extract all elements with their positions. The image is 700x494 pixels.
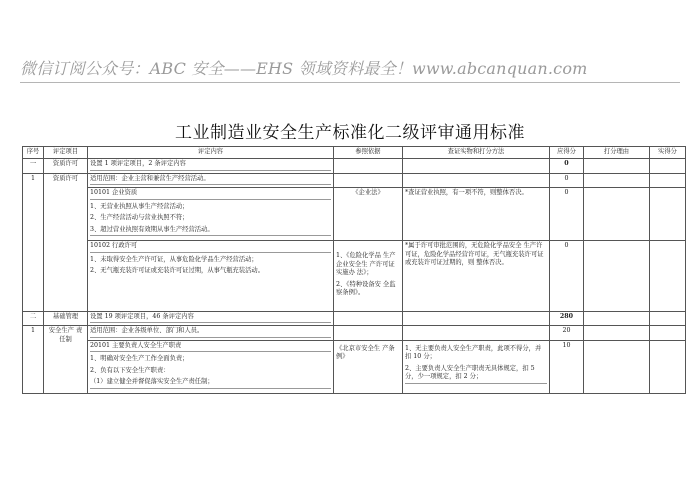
header-content: 评定内容 — [88, 147, 334, 159]
criterion-content: 10101 企业资质 1、无营业执照从事生产经营活动； 2、生产经营活动与营业执照不符； 3、超过营业执照有效期从事生产经营活动。 — [88, 188, 334, 241]
criterion-method: *查证营业执照，有一项不符，则整体否决。 — [403, 188, 550, 241]
criterion-method: *属于许可审批范围的，无危险化学品安全 生产许可证，危险化学品经营许可证，无气瓶充装许可证或充装许可证过期的，则 整体否决。 — [403, 241, 550, 312]
header-basis: 参照依据 — [334, 147, 403, 159]
section-content: 设置 19 项评定项目，46 条评定内容 — [88, 311, 334, 326]
criterion-score: 0 — [550, 241, 584, 312]
criterion-score: 10 — [550, 340, 584, 393]
document-title: 工业制造业安全生产标准化二级评审通用标准 — [175, 123, 525, 143]
table-row — [23, 188, 686, 241]
header-item: 评定项目 — [44, 147, 88, 159]
criterion-method: 1、无主要负责人安全生产职责，此项不得分，并扣 10 分； 2、主要负责人安全生产职责无具体规定，扣 5 分，少一项规定，扣 2 分； — [403, 340, 550, 393]
watermark-text: 微信订阅公众号：ABC 安全——EHS 领域资料最全！www.abcanquan.com — [20, 56, 680, 83]
row-item: 资质许可 — [44, 173, 88, 311]
row-seq: 1 — [23, 173, 44, 311]
section-item: 基础管理 — [44, 311, 88, 326]
section-seq: 一 — [23, 159, 44, 174]
criterion-basis: 《企业法》 — [334, 188, 403, 241]
table-row — [23, 173, 686, 188]
scope-score: 20 — [550, 326, 584, 341]
section-seq: 二 — [23, 311, 44, 326]
table-header-row — [23, 147, 686, 159]
section-item: 资质许可 — [44, 159, 88, 174]
row-seq: 1 — [23, 326, 44, 394]
header-score: 应得分 — [550, 147, 584, 159]
header-actual: 实得分 — [650, 147, 686, 159]
header-method: 查证实物和打分方法 — [403, 147, 550, 159]
table-row — [23, 241, 686, 312]
scope-text: 适用范围：企业主营和兼营生产经营活动。 — [88, 173, 334, 188]
section-score: 0 — [550, 159, 584, 174]
criterion-content: 10102 行政许可 1、未取得安全生产许可证，从事危险化学品生产经营活动； 2、无气瓶充装许可证或充装许可证过期，从事气瓶充装活动。 — [88, 241, 334, 312]
section-row-2 — [23, 311, 686, 326]
scope-score: 0 — [550, 173, 584, 188]
standards-table — [22, 146, 686, 394]
section-row-1 — [23, 159, 686, 174]
scope-text: 适用范围：企业各级单位、部门和人员。 — [88, 326, 334, 341]
section-content: 设置 1 项评定项目，2 条评定内容 — [88, 159, 334, 174]
header-reason: 打分理由 — [584, 147, 650, 159]
header-seq: 序号 — [23, 147, 44, 159]
criterion-basis: 《北京市安全生 产条例》 — [334, 340, 403, 393]
section-score: 280 — [550, 311, 584, 326]
criterion-content: 20101 主要负责人安全生产职责 1、明确对安全生产工作全面负责； 2、负有以下安全生产职责： （1）建立健全并督促落实安全生产责任制； — [88, 340, 334, 393]
table-row — [23, 340, 686, 393]
row-item: 安全生产 责任制 — [44, 326, 88, 394]
criterion-score: 0 — [550, 188, 584, 241]
criterion-basis: 1、《危险化学品 生产企业安全生 产许可证实施办 法》； 2、《特种设备安 全监察条例》。 — [334, 241, 403, 312]
table-row — [23, 326, 686, 341]
